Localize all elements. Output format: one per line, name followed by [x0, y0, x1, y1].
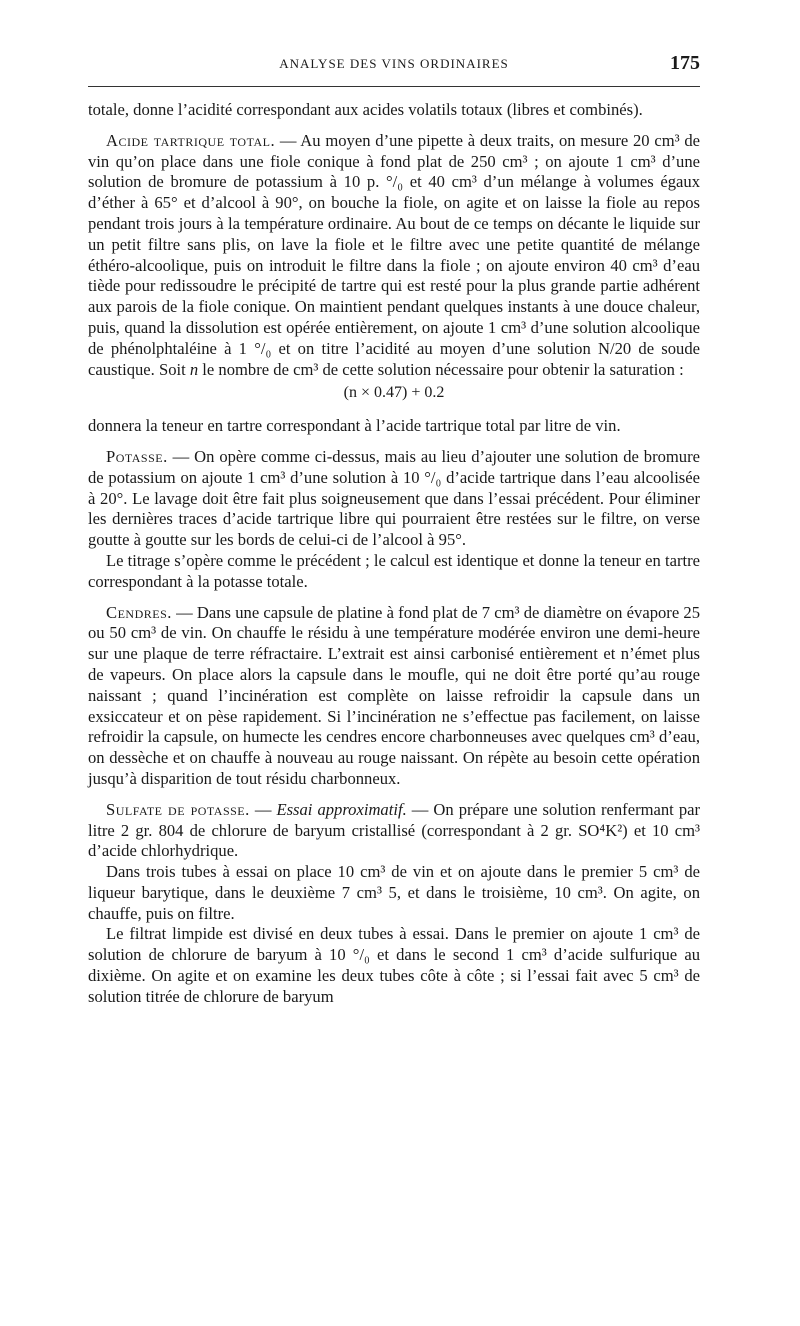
paragraph-potasse [88, 447, 700, 551]
formula: (n × 0.47) + 0.2 [343, 384, 445, 402]
paragraph-formula-result: donnera la teneur en tartre correspondant à l’acide tartrique total par litre de vin. [88, 416, 621, 436]
paragraph-text: — Dans une capsule de platine à fond plat de 7 cm³ de diamètre on évapore 25 ou 50 cm³ de vin. On chauffe le résidu à une température modérée environ une demi-heure sur une plaque de terre réfractaire. L’extrait est ainsi carbonisé entièrement et n’émet plus de vapeurs. On place alors la capsule dans le moufle, qui ne doit être porté qu’au rouge naissant ; quand l’incinération est complète on laisse refroidir la capsule dans un exsiccateur et on pèse rapidement. Si l’incinération ne s’effectue pas facilement, on laisse refroidir la capsule, on humecte les cendres encore charbonneuses avec quelques cm³ d’eau, on dessèche et on chauffe à nouveau au rouge naissant. On répète au besoin cette opération jusqu’à disparition de tout résidu charbonneux. [88, 602, 700, 788]
paragraph-text: — On opère comme ci-dessus, mais au lieu d’ajouter une solution de bromure de potassium on ajoute 1 cm³ d’une solution à 10 °/₀ d’acide tartrique dans l’eau alcoolisée à 20°. Le lavage doit être fait plus soigneusement que dans l’essai précédent. Pour éliminer les dernières traces d’acide tartrique libre qui pourraient être restées sur le filtre, on verse goutte à goutte sur les bords de celui-ci de l’alcool à 95°. [88, 446, 700, 550]
paragraph-tubes: Dans trois tubes à essai on place 10 cm³ de vin et on ajoute dans le premier 5 cm³ de liqueur barytique, dans le deuxième 7 cm³ 5, et dans le troisième, 10 cm³. On agite, on chauffe, puis on filtre. [88, 862, 700, 923]
variable-n: n [189, 359, 199, 379]
section-heading-cendres: Cendres. [106, 602, 172, 622]
subheading-essai: Essai approximatif. [276, 799, 407, 819]
paragraph-acide-tartrique [88, 131, 700, 381]
paragraph-text: — [249, 799, 277, 819]
header-rule [88, 86, 700, 87]
paragraph-text: le nombre de cm³ de cette solution nécessaire pour obtenir la saturation : [198, 359, 684, 379]
section-heading-sulfate: Sulfate de potasse. [106, 799, 250, 819]
paragraph-filtrat: Le filtrat limpide est divisé en deux tubes à essai. Dans le premier on ajoute 1 cm³ de solution de chlorure de baryum à 10 °/₀ et dans le second 1 cm³ d’acide sulfurique au dixième. On agite et on examine les deux tubes côte à côte ; si l’essai fait avec 5 cm³ de solution titrée de chlorure de baryum [88, 924, 700, 1006]
paragraph-sulfate [88, 800, 700, 862]
page-body [88, 100, 700, 1008]
page-header [88, 52, 700, 74]
paragraph-titrage: Le titrage s’opère comme le précédent ; le calcul est identique et donne la teneur en tartre correspondant à la potasse totale. [88, 550, 700, 591]
section-heading-potasse: Potasse. [106, 446, 168, 466]
paragraph-text: — Au moyen d’une pipette à deux traits, on mesure 20 cm³ de vin qu’on place dans une fiole conique à fond plat de 250 cm³ ; on ajoute 1 cm³ d’une solution de bromure de potassium à 10 p. °/₀ et 40 cm³ d’un mélange à volumes égaux d’éther à 65° et d’alcool à 90°, on bouche la fiole, on agite et on laisse la fiole au repos pendant trois jours à la température ordinaire. Au bout de ce temps on décante le liquide sur un petit filtre sans plis, on lave la fiole et le filtre avec une petite quantité de mélange éthéro-alcoolique, puis on introduit le filtre dans la fiole ; on ajoute environ 40 cm³ d’eau tiède pour redissoudre le précipité de tartre qui est resté pour la plus grande partie adhérent aux parois de la fiole conique. On maintient pendant quelques instants à une douce chaleur, puis, quand la dissolution est opérée entièrement, on ajoute 1 cm³ d’une solution alcoolique de phénolphtaléine à 1 °/₀ et on titre l’acidité au moyen d’une solution N/20 de soude caustique. Soit [88, 130, 700, 379]
running-title: ANALYSE DES VINS ORDINAIRES [279, 56, 509, 71]
paragraph-text: — On prépare une solution renfermant par litre 2 gr. 804 de chlorure de baryum cristallisé (correspondant à 2 gr. SO⁴K²) et 10 cm³ d’acide chlorhydrique. [88, 799, 701, 861]
section-heading-acide-tartrique: Acide tartrique total. [106, 130, 276, 150]
paragraph-continuation: totale, donne l’acidité correspondant aux acides volatils totaux (libres et combinés). [88, 100, 643, 119]
page-number: 175 [670, 52, 700, 74]
paragraph-cendres [88, 603, 700, 790]
